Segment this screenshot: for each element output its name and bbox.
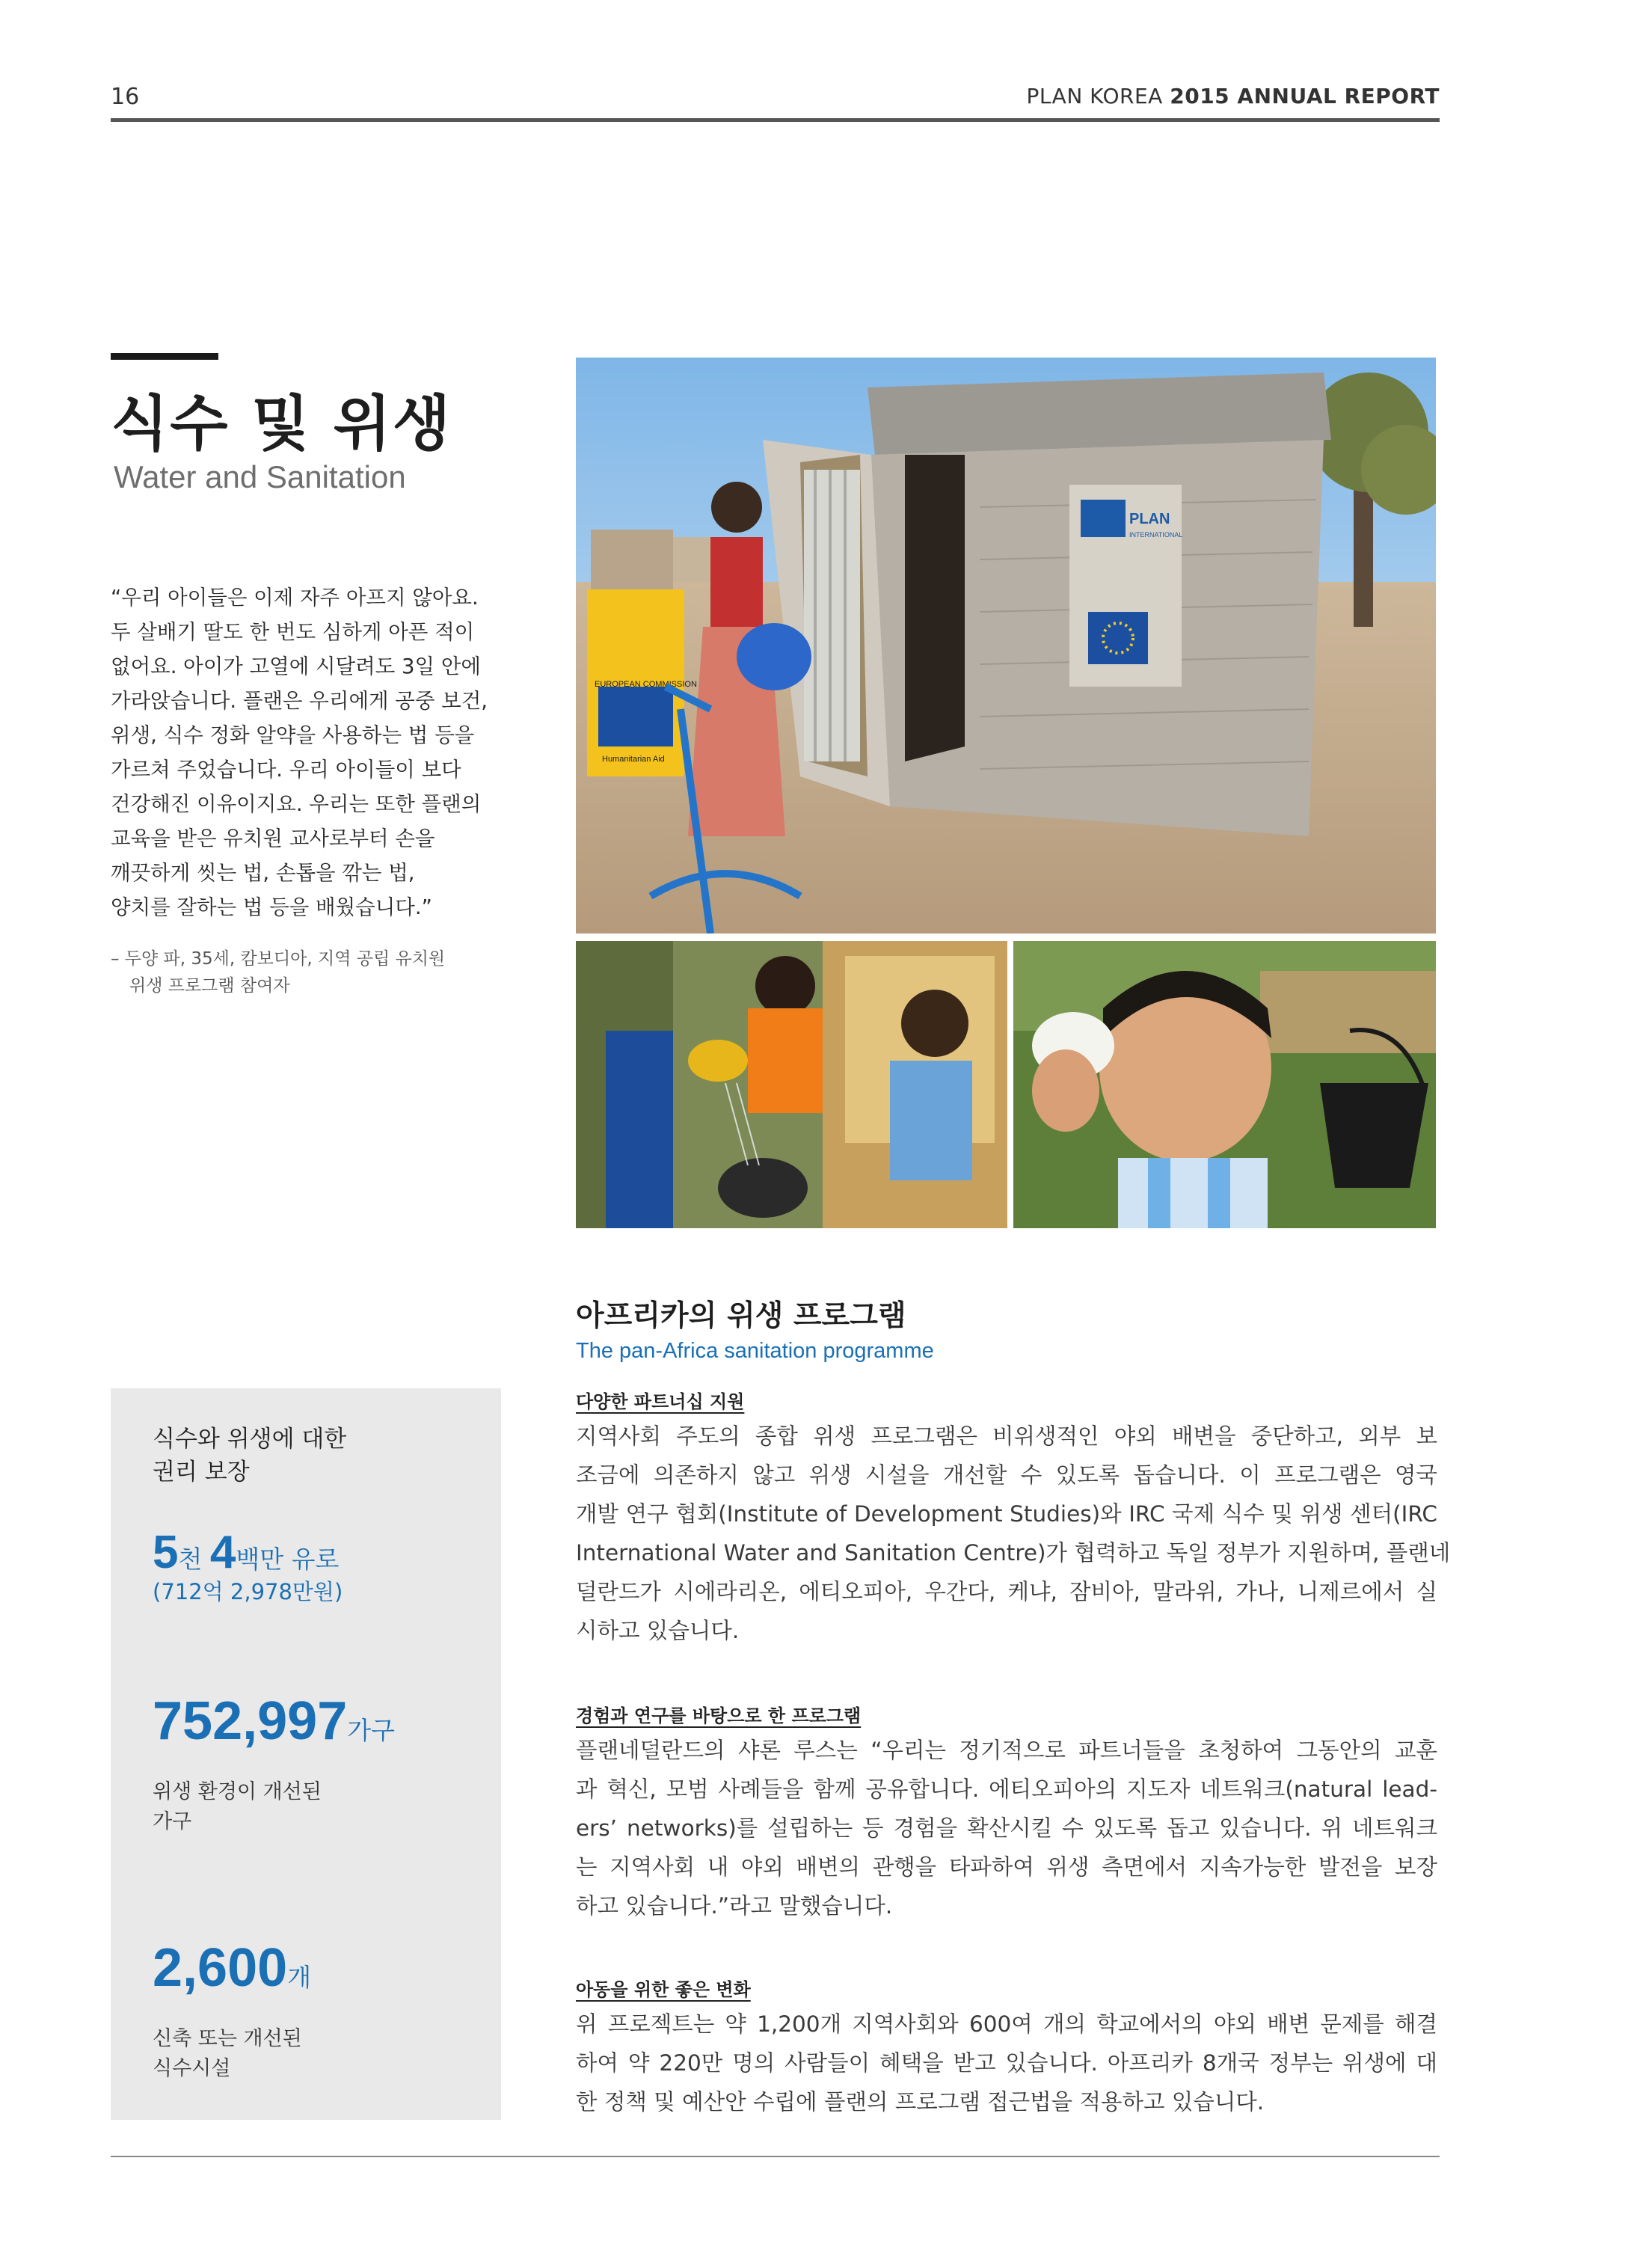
quote-line: 위생, 식수 정화 알약을 사용하는 법 등을 [111, 723, 475, 747]
paragraph-line: 위 프로젝트는 약 1,200개 지역사회와 600여 개의 학교에서의 야외 배변 문제를 해결 [576, 2011, 1437, 2037]
stat-facilities-label [153, 2024, 302, 2084]
stat-funding-value [153, 1526, 339, 1579]
paragraph-line: 하고 있습니다.”라고 말했습니다. [576, 1893, 893, 1919]
quote-line: 교육을 받은 유치원 교사로부터 손을 [111, 827, 435, 850]
photo-latrine-building [576, 358, 1436, 934]
report-title-prefix: PLAN KOREA [1026, 84, 1170, 108]
stat-funding-num1: 5 [153, 1527, 179, 1578]
jerrycan-label: EUROPEAN COMMISSION [595, 680, 697, 689]
paragraph-line: 는 지역사회 내 야외 배변의 관행을 타파하여 위생 측면에서 지속가능한 발전을 보장 [576, 1854, 1437, 1880]
paragraph-line: 개발 연구 협회(Institute of Development Studies)와 IRC 국제 식수 및 위생 센터(IRC [576, 1501, 1437, 1527]
article-paragraph-children [576, 2005, 1437, 2121]
stat-households-label [153, 1777, 322, 1837]
attribution-line: 위생 프로그램 참여자 [129, 976, 290, 996]
paragraph-line: ers’ networks)를 설립하는 등 경험을 확산시킬 수 있도록 돕고 있습니다. 위 네트워크 [576, 1815, 1437, 1841]
article-title: 아프리카의 위생 프로그램 [576, 1299, 906, 1333]
stat-facilities-unit: 개 [287, 1963, 312, 1992]
stat-label-line: 가구 [153, 1810, 192, 1833]
paragraph-line: 하여 약 220만 명의 사람들이 혜택을 받고 있습니다. 아프리카 8개국 정부는 위생에 대 [576, 2050, 1437, 2076]
stat-label-line: 위생 환경이 개선된 [153, 1780, 322, 1803]
article-subheading-experience: 경험과 연구를 바탕으로 한 프로그램 [576, 1705, 862, 1726]
photo-boy-with-soap [1013, 941, 1436, 1228]
paragraph-line: International Water and Sanitation Centre)가 협력하고 독일 정부가 지원하며, 플랜네 [576, 1540, 1451, 1566]
stat-households-value [153, 1690, 395, 1752]
paragraph-line: 지역사회 주도의 종합 위생 프로그램은 비위생적인 야외 배변을 중단하고, 외부 보 [576, 1423, 1437, 1449]
paragraph-line: 플랜네덜란드의 샤론 루스는 “우리는 정기적으로 파트너들을 초청하여 그동안의 교훈 [576, 1738, 1437, 1763]
paragraph-line: 과 혁신, 모범 사례들을 함께 공유합니다. 에티오피아의 지도자 네트워크(natural lead- [576, 1776, 1437, 1802]
quote-line: 깨끗하게 씻는 법, 손톱을 깎는 법, [111, 861, 415, 885]
stat-funding-unit1: 천 [178, 1545, 210, 1574]
quote-line: 없어요. 아이가 고열에 시달려도 3일 안에 [111, 654, 481, 678]
stat-label-line: 신축 또는 개선된 [153, 2027, 302, 2050]
stat-households-number: 752,997 [153, 1691, 348, 1751]
header-rule [111, 118, 1440, 122]
paragraph-line: 한 정책 및 예산안 수립에 플랜의 프로그램 접근법을 적용하고 있습니다. [576, 2089, 1265, 2115]
quote-line: 가르쳐 주었습니다. 우리 아이들이 보다 [111, 758, 461, 782]
title-accent-bar [111, 353, 218, 360]
jerrycan-sublabel: Humanitarian Aid [602, 755, 665, 764]
quote-line: “우리 아이들은 이제 자주 아프지 않아요. [111, 586, 479, 610]
attribution-line: – 두양 파, 35세, 캄보디아, 지역 공립 유치원 [111, 949, 446, 969]
stat-facilities-value [153, 1937, 311, 1999]
quote-line: 두 살배기 딸도 한 번도 심하게 아픈 적이 [111, 620, 475, 644]
quote-line: 건강해진 이유이지요. 우리는 또한 플랜의 [111, 792, 482, 816]
stat-label-line: 식수시설 [153, 2057, 231, 2080]
section-title-korean: 식수 및 위생 [111, 389, 452, 459]
article-subheading-children: 아동을 위한 좋은 변화 [576, 1979, 751, 2000]
stat-facilities-number: 2,600 [153, 1938, 288, 1998]
paragraph-line: 덜란드가 시에라리온, 에티오피아, 우간다, 케냐, 잠비아, 말라위, 가나, 니제르에서 실 [576, 1579, 1437, 1604]
article-subheading-partnership: 다양한 파트너십 지원 [576, 1391, 745, 1412]
stats-sidebar [111, 1388, 501, 2120]
stat-households-unit: 가구 [347, 1716, 396, 1745]
stat-label-line: 권리 보장 [153, 1459, 250, 1486]
stat-funding-unit2: 백만 유로 [236, 1545, 340, 1574]
page-number: 16 [111, 84, 140, 110]
footer-rule [111, 2156, 1440, 2157]
stat-funding-won: (712억 2,978만원) [153, 1579, 343, 1604]
article-paragraph-experience [576, 1731, 1437, 1925]
photo-hand-washing [576, 941, 1007, 1228]
sign-plan-text: PLAN [1129, 511, 1170, 527]
report-title-bold: 2015 ANNUAL REPORT [1170, 84, 1440, 108]
sign-plan-subtext: INTERNATIONAL [1129, 531, 1183, 539]
quote-line: 양치를 잘하는 법 등을 배웠습니다.” [111, 895, 432, 919]
paragraph-line: 시하고 있습니다. [576, 1618, 740, 1643]
quote-attribution [111, 945, 445, 999]
report-title [1027, 84, 1440, 108]
stat-rights-label [153, 1423, 346, 1489]
article-subtitle: The pan-Africa sanitation programme [576, 1339, 934, 1363]
quote-line: 가라앉습니다. 플랜은 우리에게 공중 보건, [111, 689, 488, 713]
stat-label-line: 식수와 위생에 대한 [153, 1426, 347, 1453]
paragraph-line: 조금에 의존하지 않고 위생 시설을 개선할 수 있도록 돕습니다. 이 프로그램은 영국 [576, 1462, 1437, 1488]
article-paragraph-partnership [576, 1417, 1451, 1650]
section-title-english: Water and Sanitation [114, 459, 406, 494]
testimonial-quote [111, 580, 488, 925]
stat-funding-num2: 4 [209, 1527, 236, 1578]
